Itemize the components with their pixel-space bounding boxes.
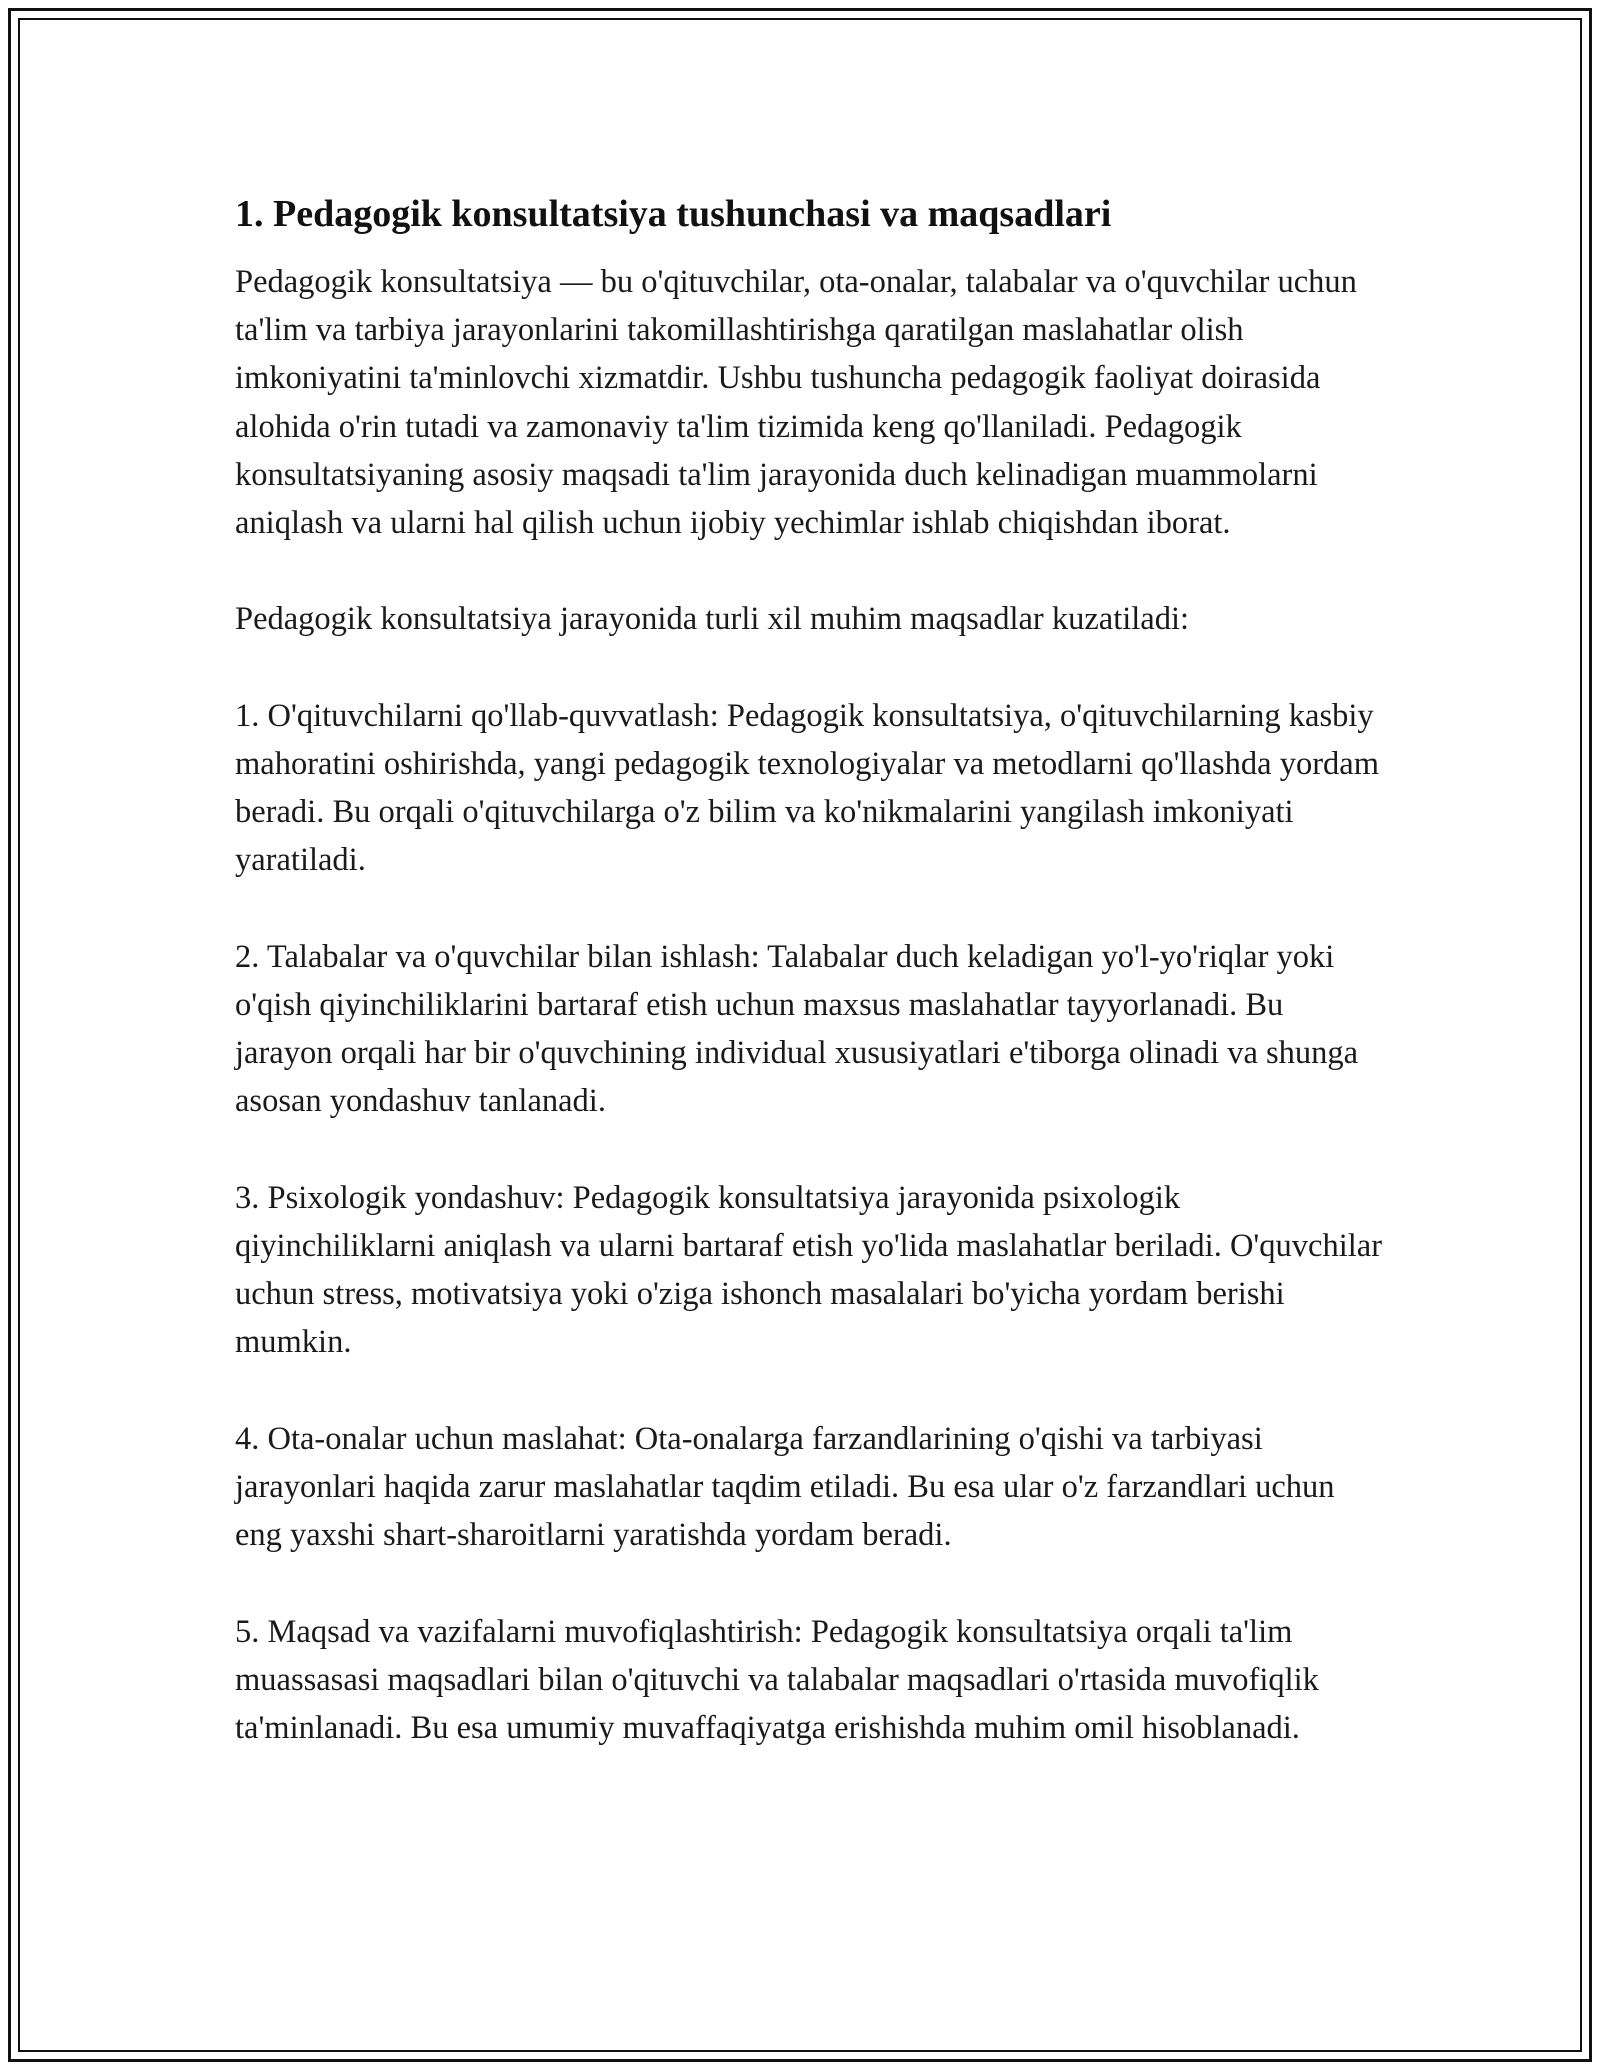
section-heading: 1. Pedagogik konsultatsiya tushunchasi va maqsadlari [235,193,1112,235]
goals-lead-paragraph: Pedagogik konsultatsiya jarayonida turli xil muhim maqsadlar kuzatiladi: [235,601,1190,638]
goal-item-5: 5. Maqsad va vazifalarni muvofiqlashtirish: Pedagogik konsultatsiya orqali ta'lim muassasasi maqsadlari bilan o'qituvchi va talabalar maqsadlari o'rtasida muvofiqlik ta'minlanadi. Bu esa umumiy muvaffaqiyatga erishishda muhim omil hisoblanadi. [235,1613,1319,1746]
document-body [235,190,1385,1800]
goal-item-1: 1. O'qituvchilarni qo'llab-quvvatlash: Pedagogik konsultatsiya, o'qituvchilarning kasbiy mahoratini oshirishda, yangi pedagogik texnologiyalar va metodlarni qo'llashda yordam beradi. Bu orqali o'qituvchilarga o'z bilim va ko'nikmalarini yangilash imkoniyati yaratiladi. [235,697,1379,879]
goal-item-3: 3. Psixologik yondashuv: Pedagogik konsultatsiya jarayonida psixologik qiyinchiliklarni aniqlash va ularni bartaraf etish yo'lida maslahatlar beriladi. O'quvchilar uchun stress, motivatsiya yoki o'ziga ishonch masalalari bo'yicha yordam berishi mumkin. [235,1179,1383,1361]
intro-paragraph: Pedagogik konsultatsiya — bu o'qituvchilar, ota-onalar, talabalar va o'quvchilar uchun ta'lim va tarbiya jarayonlarini takomillashtirishga qaratilgan maslahatlar olish imkoniyatini ta'minlovchi xizmatdir. Ushbu tushuncha pedagogik faoliyat doirasida alohida o'rin tutadi va zamonaviy ta'lim tizimida keng qo'llaniladi. Pedagogik konsultatsiyaning asosiy maqsadi ta'lim jarayonida duch kelinadigan muammolarni aniqlash va ularni hal qilish uchun ijobiy yechimlar ishlab chiqishdan iborat. [235,264,1357,542]
goal-item-4: 4. Ota-onalar uchun maslahat: Ota-onalarga farzandlarining o'qishi va tarbiyasi jarayonlari haqida zarur maslahatlar taqdim etiladi. Bu esa ular o'z farzandlari uchun eng yaxshi shart-sharoitlarni yaratishda yordam beradi. [235,1420,1335,1554]
goal-item-2: 2. Talabalar va o'quvchilar bilan ishlash: Talabalar duch keladigan yo'l-yo'riqlar yoki o'qish qiyinchiliklarini bartaraf etish uchun maxsus maslahatlar tayyorlanadi. Bu jarayon orqali har bir o'quvchining individual xususiyatlari e'tiborga olinadi va shunga asosan yondashuv tanlanadi. [235,938,1359,1120]
